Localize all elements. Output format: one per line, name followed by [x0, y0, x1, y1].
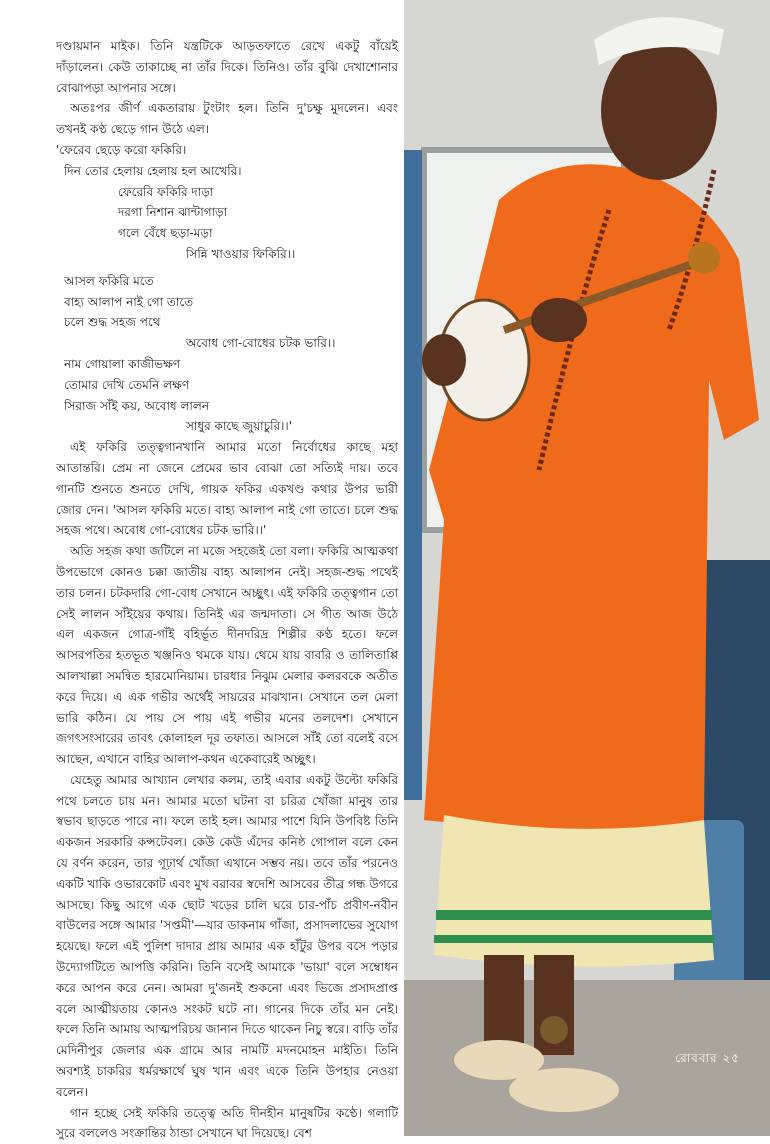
song-lyric-line: বাহ্য আলাপ নাই গো তাতে	[64, 294, 194, 309]
singer-illustration	[404, 0, 770, 1136]
song-lyric-line: সাধুর কাছে জুয়াচুরি।।'	[186, 419, 293, 434]
article-intro	[56, 36, 398, 140]
song-lyrics	[56, 140, 398, 437]
song-lyric-line: গলে বেঁধে ছড়া-মড়া	[118, 226, 213, 241]
song-lyric-line: ফেরেবি ফকিরি দাড়া	[118, 184, 214, 199]
article-paragraph: দণ্ডায়মান মাইক। তিনি যন্ত্রটিকে আড়তফাতে রেখে একটু বাঁয়েই দাঁড়ালেন। কেউ তাকাচ্ছে না তাঁর দিকে। তিনিও। তাঁর বুঝি দেখাশোনার বোঝাপড়া আপনার সঙ্গে।	[56, 39, 398, 95]
article-paragraph: যেহেতু আমার আখ্যান লেখার কলম, তাই এবার একটু উল্টো ফকিরি পথে চলতে চায় মন। আমার মতো ঘটনা বা চরিত্র খোঁজা মানুষ তার স্বভাব ছাড়তে পারে না। ফলে তাই হল। আমার পাশে যিনি উপবিষ্ট তিনি একজন সরকারি কন্সটেবল। কেউ কেউ এঁদের কনিষ্ঠ গোপাল বলে কেন যে বর্ণন করেন, তার গূঢ়ার্থ খোঁজা এখানে সম্ভব নয়। তবে তাঁর পরনেও একটি খাকি ওভারকোট এবং মুখ বরাবর স্বদেশি আসবের তীব্র গন্ধ উগরে আসছে। কিছু আগে এক ছোট খড়ের চালি ঘরে চার-পাঁচ প্রবীণ-নবীন বাউলের সঙ্গে আমার 'সপ্তমী'—যার ডাকনাম গাঁজা, প্রসাদলাভের সুযোগ হয়েছে। ফলে এই পুলিশ দাদার প্রায় আমার এক হাঁটুর উপর বসে পড়ার উদ্যোগটিতে আপত্তি করিনি। তিনি বসেই আমাকে 'ভায়া' বলে সম্বোধন করে আপন করে নেন। আমরা দু'জনই শুকনো এবং ভিজে প্রসাদপ্রাপ্ত বলে আত্মীয়তায় কোনও সংকট ঘটে না। গানের দিকে তাঁর মন নেই। ফলে তিনি আমায় আত্মপরিচয় জানান দিতে থাকেন নিচু স্বরে। বাড়ি তাঁর মেদিনীপুর জেলার এক গ্রামে আর নামটি মদনমোহন মাইতি। তিনি অবশ্যই চাকরির ধর্মরক্ষার্থে ঘুষ খান এবং একে তিনি উপহার নেওয়া বলেন।	[56, 772, 398, 1099]
song-lyric-line: অবোধ গো-বোধের চটক ভারি।।	[186, 336, 336, 351]
article-paragraph: এই ফকিরি তত্ত্বগানখানি আমার মতো নির্বোধের কাছে মহা আতান্তরি। প্রেম না জেনে প্রেমের ভাব বোঝা তো সত্যিই দায়। তবে গানটি শুনতে শুনতে দেখি, গায়ক ফকির একখণ্ড কথার উপর ভারী জোর দেন। 'আসল ফকিরি মতে। বাহ্য আলাপ নাই গো তাতে। চলে শুদ্ধ সহজ পথে। অবোধ গো-বোধের চটক ভারি।।'	[56, 440, 398, 538]
article-paragraph: অতঃপর জীর্ণ একতারায় টুংটাং হল। তিনি দু'চক্ষু মুদলেন। এবং তখনই কণ্ঠ ছেড়ে গান উঠে এল।	[56, 101, 398, 137]
singer-photo	[404, 0, 770, 1136]
song-lyric-line: সিন্নি খাওয়ার ফিকিরি।।	[186, 246, 296, 261]
song-lyric-line: নাম গোয়ালা কাজীভক্ষণ	[64, 356, 181, 371]
article-body	[56, 437, 398, 1144]
article-paragraph: গান হচ্ছে সেই ফকিরি তত্ত্বে অতি দীনহীন মানুষটির কণ্ঠে। গলাটি সুরে বললেও সংক্রান্তির ঠান্ডা সেখানে ঘা দিয়েছে। বেশ	[56, 1105, 398, 1141]
page-folio: রোববার ২৫	[675, 1051, 740, 1065]
song-lyric-line: তোমার দেখি তেমনি লক্ষণ	[64, 377, 190, 392]
song-lyric-line: 'ফেরেব ছেড়ে করো ফকিরি।	[56, 142, 187, 157]
song-lyric-line: চলে শুদ্ধ সহজ পথে	[64, 315, 161, 330]
article-paragraph: অতি সহজ কথা জটিলে না মজে সহজেই তো বলা। ফকিরি আত্মকথা উপভোগে কোনও চক্কা জাতীয় বাহ্য আলাপন নেই। সহজ-শুদ্ধ পথেই তার চলন। চটকদারি গো-বোধ সেখানে অচ্ছুৎ। এই ফকিরি তত্ত্বগান তো সেই লালন সাঁইয়ের কথায়। তিনিই এর জন্মদাতা। সে গীত আজ উঠে এল একজন গোত্র-গাঁই বহির্ভূত দীনদরিদ্র শিল্পীর কণ্ঠ হতে। ফলে আসরপতির হতভূত খঞ্জনিও থমকে যায়। থেমে যায় বাবরি ও তালিতাপ্পি আলখাল্লা সমন্বিত হারমোনিয়াম। চারধার নিঝুম মেলার কলরবকে অতীত করে দিয়ে। এ এক গভীর অর্থেই সায়রের মাঝখান। সেখানে তল মেলা ভারি কঠিন। যে পায় সে পায় এই গভীর মনের তলদেশ। সেখানে জগৎসংসারের তাবৎ কোলাহল দূর তফাত। আসলে সাঁই তো বলেই বসে আছেন, এখানে বাহির আলাপ-কথন একেবারেই অচ্ছুৎ।	[56, 544, 398, 767]
song-lyric-line: আসল ফকিরি মতে	[64, 273, 154, 288]
song-lyric-line: দরগা নিশান ঝান্টাগাড়া	[118, 205, 228, 220]
song-lyric-line: দিন তোর হেলায় হেলায় হল আখেরি।	[64, 163, 242, 178]
song-lyric-line: সিরাজ সাঁই কয়, অবোধ লালন	[64, 398, 209, 413]
article-text-column	[56, 36, 398, 1144]
